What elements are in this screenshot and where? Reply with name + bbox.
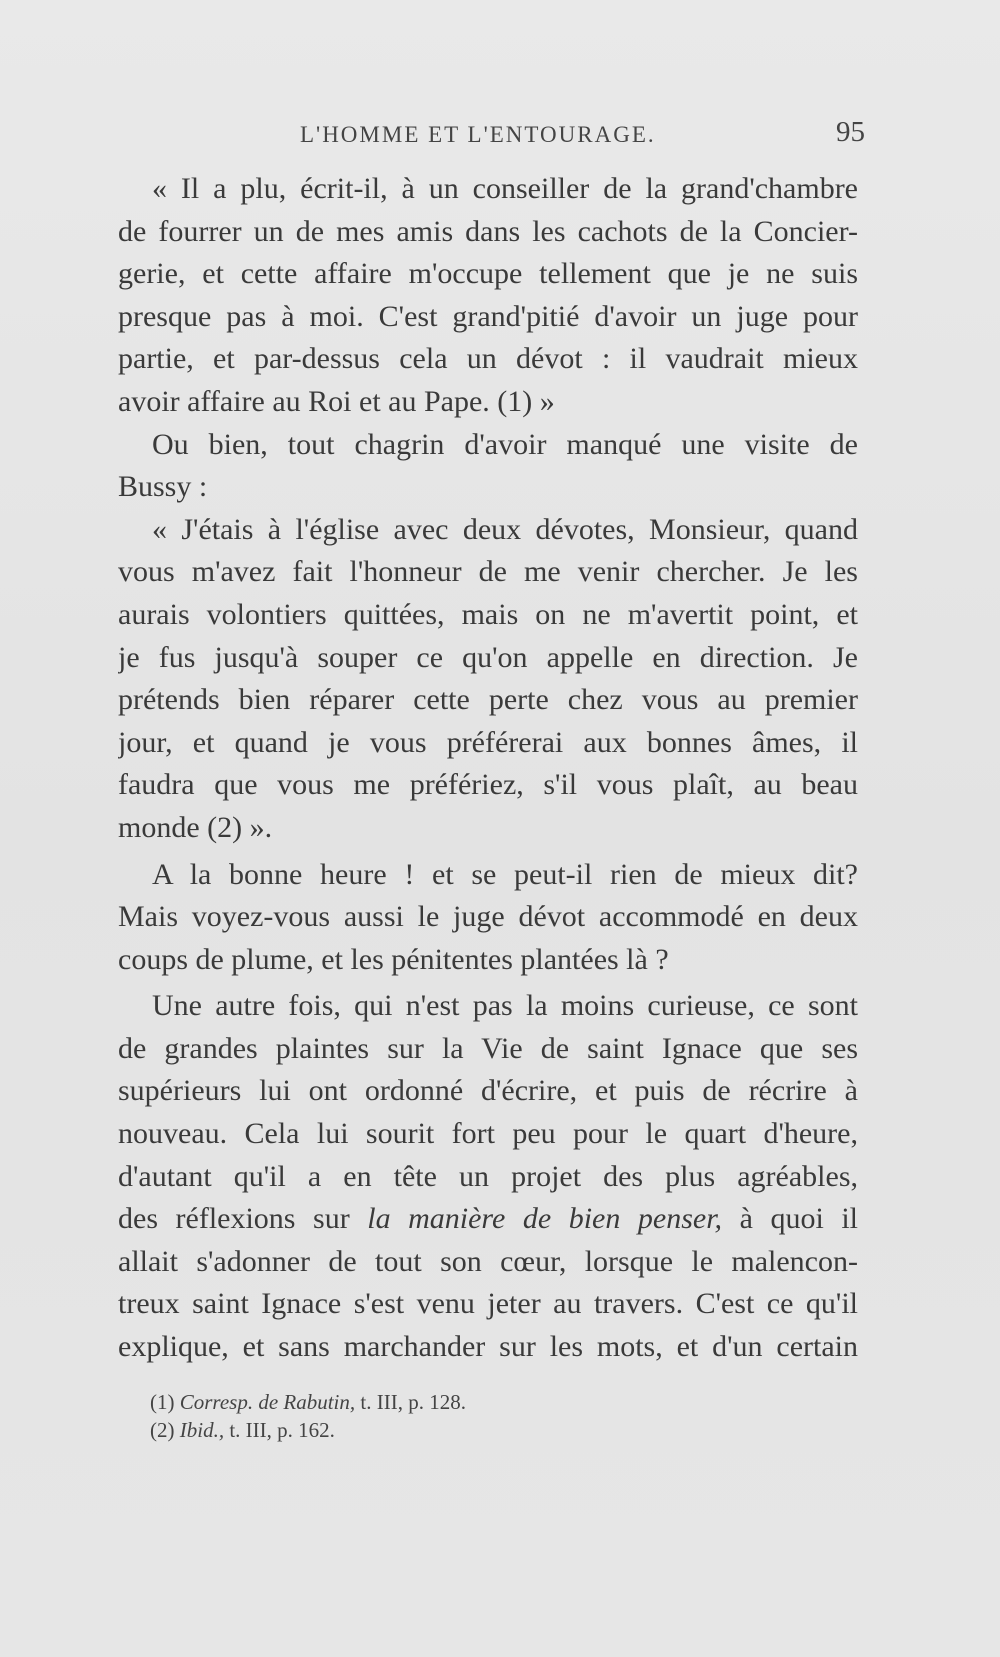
text-line: supérieurs lui ont ordonné d'écrire, et puis de récrire à <box>118 1074 858 1108</box>
text-line: explique, et sans marchander sur les mots, et d'un certain <box>118 1330 858 1364</box>
text-line: d'autant qu'il a en tête un projet des plus agréables, <box>118 1159 858 1193</box>
footnote <box>150 1416 710 1444</box>
footnote-source: Corresp. de Rabutin, <box>179 1390 356 1414</box>
text-line: vous m'avez fait l'honneur de me venir chercher. Je les <box>118 555 858 589</box>
footnote-mark: (1) <box>150 1390 180 1414</box>
text-line: nouveau. Cela lui sourit fort peu pour le quart d'heure, <box>118 1117 858 1151</box>
text-line: de grandes plaintes sur la Vie de saint Ignace que ses <box>118 1031 858 1065</box>
text-line: presque pas à moi. C'est grand'pitié d'avoir un juge pour <box>118 299 858 333</box>
page-number: 95 <box>836 116 865 148</box>
page-header <box>300 116 865 156</box>
text-line: aurais volontiers quittées, mais on ne m'avertit point, et <box>118 597 858 631</box>
running-head: L'HOMME ET L'ENTOURAGE. <box>300 122 656 147</box>
text-line: Ou bien, tout chagrin d'avoir manqué une visite de <box>152 427 858 461</box>
footnote-source: Ibid., <box>179 1418 225 1442</box>
page-body <box>118 168 858 1369</box>
text-line: jour, et quand je vous préférerai aux bonnes âmes, il <box>118 725 858 759</box>
text-line: gerie, et cette affaire m'occupe tellement que je ne suis <box>118 257 858 291</box>
text-line: treux saint Ignace s'est venu jeter au travers. C'est ce qu'il <box>118 1287 858 1321</box>
text-line: Mais voyez-vous aussi le juge dévot accommodé en deux <box>118 900 858 934</box>
text-line: allait s'adonner de tout son cœur, lorsque le malencon- <box>118 1244 858 1278</box>
footnote-mark: (2) <box>150 1418 180 1442</box>
text-segment: des réflexions sur <box>118 1202 368 1236</box>
text-line: partie, et par-dessus cela un dévot : il vaudrait mieux <box>118 342 858 376</box>
footnote <box>150 1388 710 1416</box>
text-line: avoir affaire au Roi et au Pape. (1) » <box>118 384 555 418</box>
text-line: « Il a plu, écrit-il, à un conseiller de la grand'chambre <box>152 172 858 205</box>
footnote-ref: t. III, p. 128. <box>355 1390 466 1414</box>
text-line: Bussy : <box>118 470 208 504</box>
text-line: faudra que vous me préfériez, s'il vous plaît, au beau <box>118 768 858 802</box>
text-segment: à quoi il <box>722 1202 858 1236</box>
text-line: prétends bien réparer cette perte chez vous au premier <box>118 683 858 717</box>
text-line: « J'étais à l'église avec deux dévotes, Monsieur, quand <box>152 512 858 546</box>
footnote-ref: t. III, p. 162. <box>224 1418 335 1442</box>
text-line: monde (2) ». <box>118 810 273 844</box>
text-line: je fus jusqu'à souper ce qu'on appelle en direction. Je <box>118 640 858 674</box>
text-line: A la bonne heure ! et se peut-il rien de mieux dit? <box>152 857 858 891</box>
text-line-with-italic <box>118 1198 858 1241</box>
text-line: coups de plume, et les pénitentes plantées là ? <box>118 942 669 976</box>
text-line: de fourrer un de mes amis dans les cachots de la Concier- <box>118 214 858 248</box>
footnotes <box>150 1388 710 1444</box>
text-line: Une autre fois, qui n'est pas la moins curieuse, ce sont <box>152 989 858 1023</box>
italic-title: la manière de bien penser, <box>367 1202 723 1236</box>
